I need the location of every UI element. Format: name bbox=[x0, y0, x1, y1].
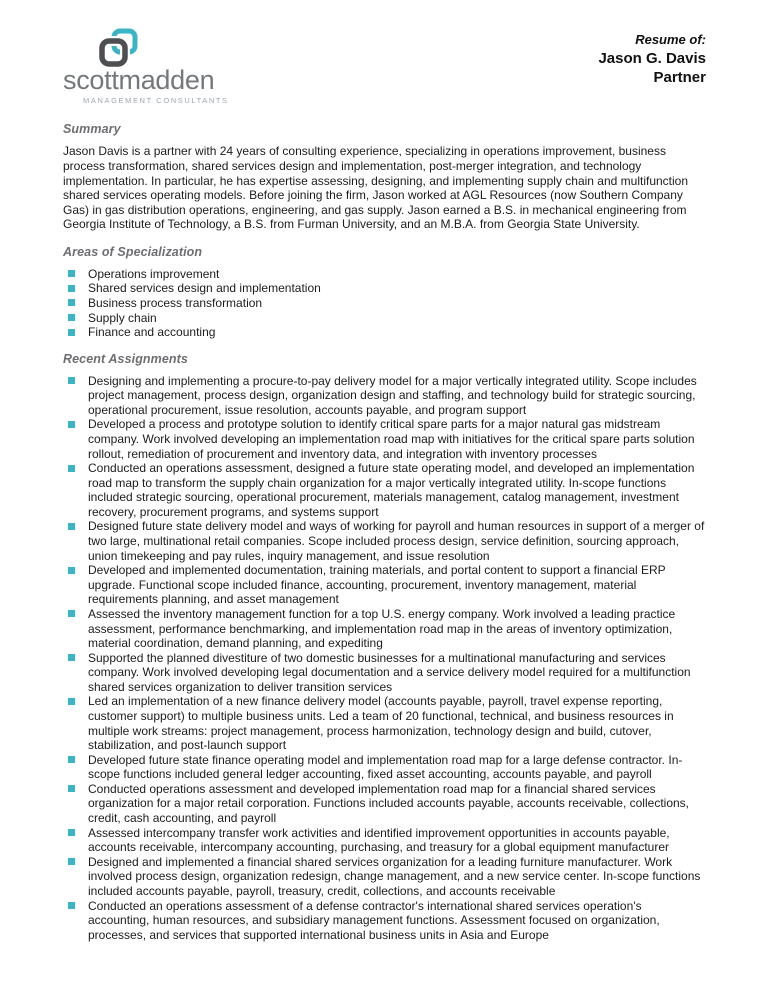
list-item-text: Operations improvement bbox=[88, 266, 220, 281]
areas-of-specialization-list bbox=[63, 267, 706, 340]
list-item-text: Supported the planned divestiture of two domestic businesses for a multinational manufacturing and services company. Work involved developing legal documentation and a service delivery model required for a multifunction shared services organization to deliver transition services bbox=[88, 650, 691, 694]
bullet-square-icon bbox=[68, 858, 75, 865]
bullet-square-icon bbox=[68, 902, 75, 909]
page-header bbox=[63, 28, 706, 105]
bullet-square-icon bbox=[68, 698, 75, 705]
list-item bbox=[63, 753, 706, 782]
recent-assignments-heading: Recent Assignments bbox=[63, 351, 188, 366]
list-item-text: Supply chain bbox=[88, 310, 157, 325]
logo-wordmark: scottmadden bbox=[63, 65, 215, 95]
list-item-text: Finance and accounting bbox=[88, 325, 216, 340]
bullet-square-icon bbox=[68, 523, 75, 530]
list-item-text: Designed and implemented a financial shared services organization for a leading furniture manufacturer. Work involved process design, organization redesign, change management, and a new service center. In-scope functions included accounts payable, payroll, treasury, credit, collections, and accounts receivable bbox=[88, 854, 701, 898]
list-item bbox=[63, 311, 706, 326]
list-item bbox=[63, 607, 706, 651]
list-item-text: Assessed intercompany transfer work activities and identified improvement opportunities in accounts payable, accounts receivable, intercompany accounting, purchasing, and treasury for a global equipment manufacturer bbox=[88, 825, 670, 855]
list-item bbox=[63, 374, 706, 418]
scottmadden-logo bbox=[63, 28, 229, 105]
bullet-square-icon bbox=[68, 610, 75, 617]
list-item-text: Shared services design and implementation bbox=[88, 281, 321, 296]
list-item bbox=[63, 899, 706, 943]
person-name: Jason G. Davis bbox=[598, 49, 706, 67]
list-item-text: Developed a process and prototype solution to identify critical spare parts for a major natural gas midstream company. Work involved developing an implementation road map with initiatives for the critical spare parts solution rollout, remediation of procurement and inventory data, and integration with inventory processes bbox=[88, 417, 695, 461]
list-item-text: Conducted operations assessment and developed implementation road map for a financial shared services organization for a major retail corporation. Functions included accounts payable, accounts receivable, collections, credit, cash accounting, and payroll bbox=[88, 781, 689, 826]
bullet-square-icon bbox=[68, 270, 75, 277]
list-item bbox=[63, 519, 706, 563]
bullet-square-icon bbox=[68, 756, 75, 763]
person-title: Partner bbox=[653, 69, 706, 87]
summary-heading: Summary bbox=[63, 122, 121, 137]
bullet-square-icon bbox=[68, 299, 75, 306]
list-item bbox=[63, 782, 706, 826]
bullet-square-icon bbox=[68, 567, 75, 574]
logo-tagline: MANAGEMENT CONSULTANTS bbox=[83, 96, 229, 106]
resume-of-label: Resume of: bbox=[635, 32, 706, 47]
list-item-text: Conducted an operations assessment, designed a future state operating model, and developed an implementation road map to transform the supply chain organization for a major vertically integrated utility. In-scope functions included strategic sourcing, operational procurement, materials management, catalog management, investment recovery, procurement programs, and systems support bbox=[88, 461, 695, 519]
bullet-square-icon bbox=[68, 421, 75, 428]
list-item bbox=[63, 296, 706, 311]
summary-paragraph: Jason Davis is a partner with 24 years of consulting experience, specializing in operations improvement, business process transformation, shared services design and implementation, post-merger integration, and technology implementation. In particular, he has expertise assessing, designing, and implementing supply chain and multifunction shared services operating models. Before joining the firm, Jason worked at AGL Resources (now Southern Company Gas) in gas distribution operations, engineering, and gas supply. Jason earned a B.S. in mechanical engineering from Georgia Institute of Technology, a B.S. from Furman University, and an M.B.A. from Georgia State University. bbox=[63, 144, 689, 232]
bullet-square-icon bbox=[68, 654, 75, 661]
list-item-text: Designing and implementing a procure-to-pay delivery model for a major vertically integrated utility. Scope includes project management, process design, organization design and staffing, and technology build for strategic sourcing, operational procurement, issue resolution, accounts payable, and program support bbox=[88, 373, 697, 417]
bullet-square-icon bbox=[68, 785, 75, 792]
list-item bbox=[63, 826, 706, 855]
bullet-square-icon bbox=[68, 314, 75, 321]
areas-of-specialization-heading: Areas of Specialization bbox=[63, 244, 203, 259]
list-item bbox=[63, 694, 706, 752]
list-item bbox=[63, 325, 706, 340]
resume-identity bbox=[598, 28, 706, 88]
list-item-text: Designed future state delivery model and ways of working for payroll and human resources in support of a merger of two large, multinational retail companies. Scope included process design, service definition, sourcing approach, union timekeeping and pay rules, inquiry management, and issue resolution bbox=[88, 519, 705, 563]
list-item-text: Business process transformation bbox=[88, 295, 263, 310]
list-item bbox=[63, 281, 706, 296]
list-item bbox=[63, 417, 706, 461]
list-item bbox=[63, 855, 706, 899]
list-item-text: Assessed the inventory management function for a top U.S. energy company. Work involved a leading practice assessment, performance benchmarking, and implementation road map in the areas of inventory optimization, material coordination, demand planning, and expediting bbox=[88, 606, 676, 651]
list-item bbox=[63, 461, 706, 519]
list-item bbox=[63, 267, 706, 282]
list-item-text: Developed and implemented documentation, training materials, and portal content to support a financial ERP upgrade. Functional scope included finance, accounting, procurement, inventory management, material requirements planning, and asset management bbox=[88, 563, 666, 607]
bullet-square-icon bbox=[68, 285, 75, 292]
bullet-square-icon bbox=[68, 377, 75, 384]
bullet-square-icon bbox=[68, 465, 75, 472]
list-item bbox=[63, 563, 706, 607]
list-item bbox=[63, 651, 706, 695]
list-item-text: Developed future state finance operating model and implementation road map for a large defense contractor. In-scope functions included general ledger accounting, fixed asset accounting, accounts payable, and payroll bbox=[88, 752, 683, 782]
recent-assignments-list bbox=[63, 374, 706, 943]
list-item-text: Conducted an operations assessment of a defense contractor's international shared services operation's accounting, human resources, and subsidiary management functions. Assessment focused on organization, processes, and services that supported international business units in Asia and Europe bbox=[88, 898, 660, 942]
list-item-text: Led an implementation of a new finance delivery model (accounts payable, payroll, travel expense reporting, customer support) to multiple business units. Led a team of 20 functional, technical, and business resources in multiple work streams: project management, process harmonization, technology design and build, cutover, stabilization, and post-launch support bbox=[88, 694, 674, 753]
bullet-square-icon bbox=[68, 829, 75, 836]
bullet-square-icon bbox=[68, 329, 75, 336]
